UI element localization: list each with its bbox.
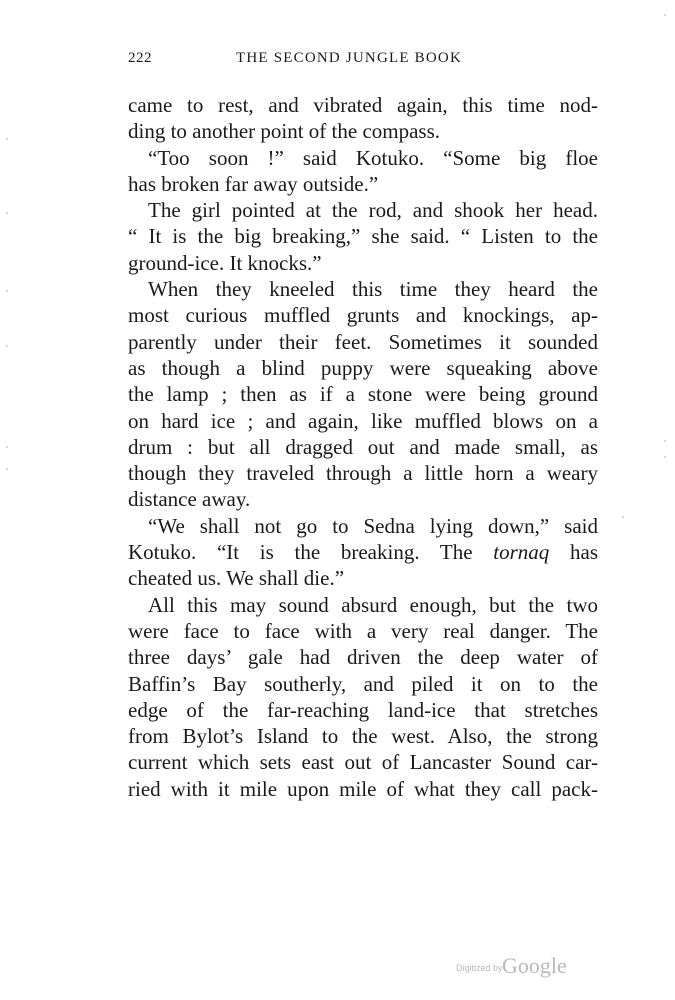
scan-speck xyxy=(6,468,8,470)
digitized-by-label: Digitized by xyxy=(456,963,503,973)
running-title: THE SECOND JUNGLE BOOK xyxy=(236,50,462,66)
text-fragment: Kotuko. “It is the breaking. The xyxy=(128,540,494,565)
text-line: as though a blind puppy were squeaking above xyxy=(128,355,598,380)
page-number: 222 xyxy=(128,50,152,66)
text-line: has broken far away outside.” xyxy=(128,171,379,196)
text-line: current which sets east out of Lancaster Sound car- xyxy=(128,750,598,775)
text-line: drum : but all dragged out and made small, as xyxy=(128,434,598,459)
text-line: The girl pointed at the rod, and shook her head. xyxy=(148,198,598,223)
text-line: All this may sound absurd enough, but the two xyxy=(148,592,598,617)
scan-speck xyxy=(6,290,8,292)
scan-speck xyxy=(664,14,666,16)
body-text xyxy=(128,92,598,802)
text-line: the lamp ; then as if a stone were being ground xyxy=(128,382,598,407)
text-line: “We shall not go to Sedna lying down,” said xyxy=(148,513,598,538)
text-line: ried with it mile upon mile of what they call pack- xyxy=(128,776,598,801)
text-line: When they kneeled this time they heard the xyxy=(148,277,598,302)
text-line: most curious muffled grunts and knockings, ap- xyxy=(128,303,598,328)
text-line: from Bylot’s Island to the west. Also, the strong xyxy=(128,724,598,749)
digitized-watermark xyxy=(456,953,586,983)
text-line: came to rest, and vibrated again, this time nod- xyxy=(128,93,598,117)
text-line: on hard ice ; and again, like muffled blows on a xyxy=(128,408,598,433)
text-line: parently under their feet. Sometimes it sounded xyxy=(128,329,598,354)
text-line: “Too soon !” said Kotuko. “Some big floe xyxy=(148,145,598,170)
scan-speck xyxy=(6,138,8,140)
scan-speck xyxy=(664,440,666,442)
text-line: were face to face with a very real danger. The xyxy=(128,618,598,643)
text-line: though they traveled through a little horn a weary xyxy=(128,461,598,486)
scan-speck xyxy=(6,446,8,448)
text-line: “ It is the big breaking,” she said. “ Listen to the xyxy=(128,224,598,249)
text-line: cheated us. We shall die.” xyxy=(128,566,345,591)
running-header xyxy=(128,50,598,74)
text-fragment: has xyxy=(549,540,598,565)
scan-speck xyxy=(664,456,666,458)
scan-speck xyxy=(622,516,624,518)
text-line: Baffin’s Bay southerly, and piled it on to the xyxy=(128,671,598,696)
google-logo: Google xyxy=(502,953,567,978)
text-line: ground-ice. It knocks.” xyxy=(128,250,322,275)
text-line: distance away. xyxy=(128,487,251,512)
italic-word: tornaq xyxy=(493,540,550,565)
text-line: three days’ gale had driven the deep water of xyxy=(128,645,598,670)
text-line: edge of the far-reaching land-ice that stretches xyxy=(128,697,598,722)
scan-speck xyxy=(6,345,8,347)
text-line-with-italic xyxy=(128,539,598,565)
scan-speck xyxy=(6,212,8,214)
text-line: ding to another point of the compass. xyxy=(128,119,441,144)
